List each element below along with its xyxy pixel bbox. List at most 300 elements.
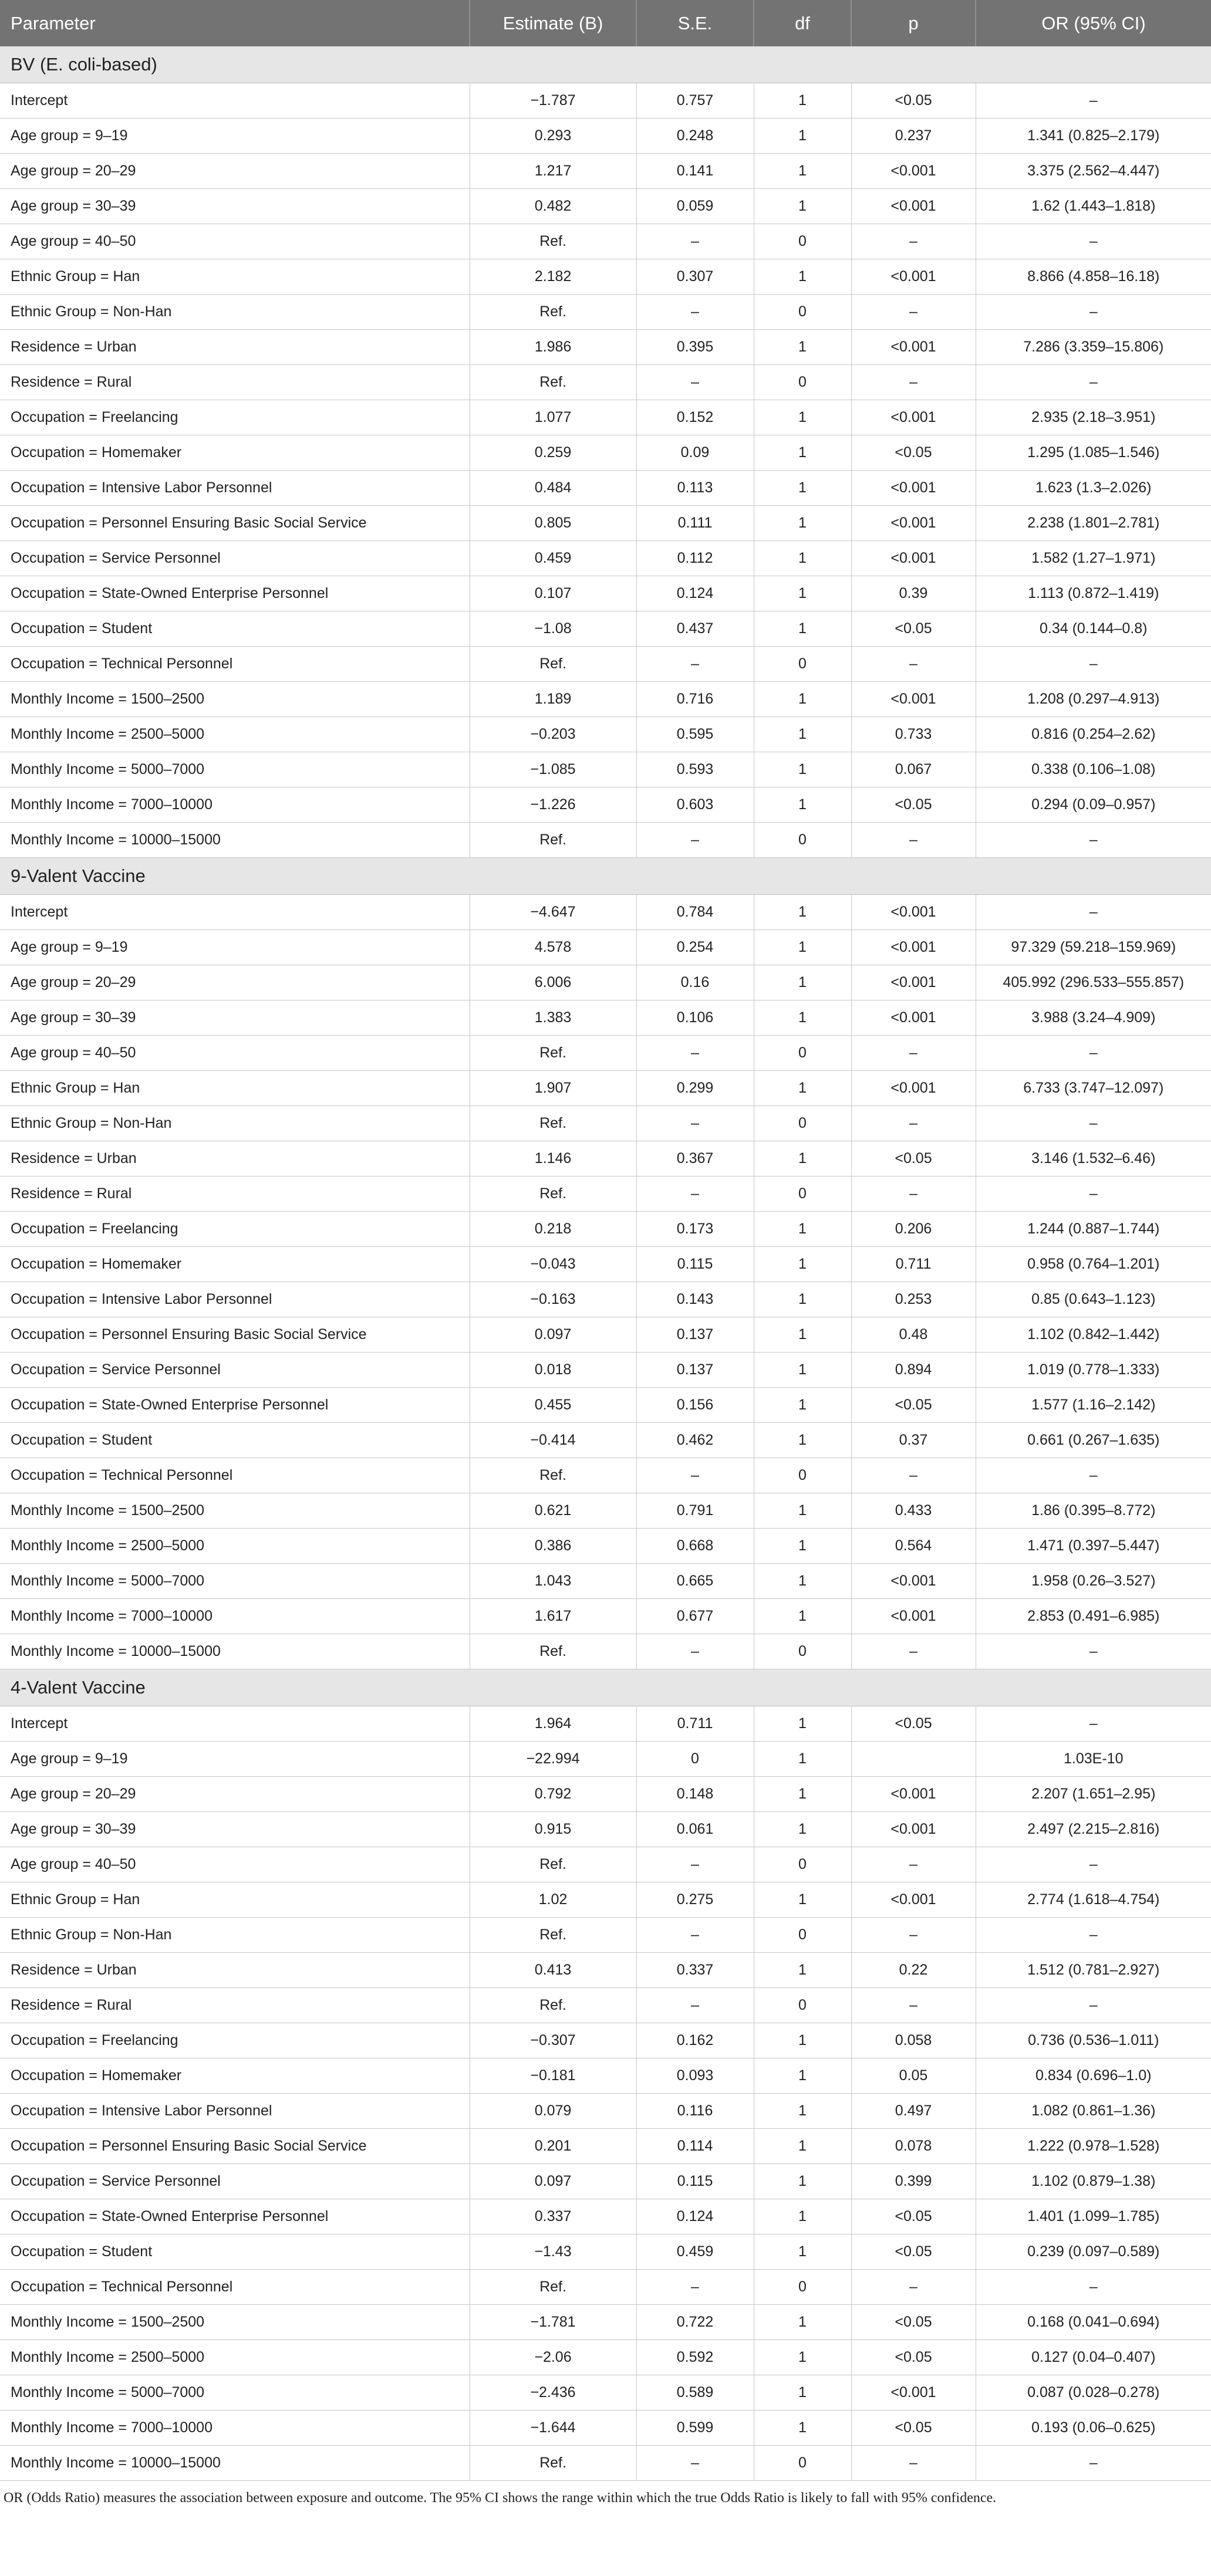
or-ci-cell: – [976,1177,1211,1212]
parameter-cell: Monthly Income = 7000–10000 [0,2411,470,2446]
p-cell: 0.894 [851,1353,976,1388]
df-cell: 1 [754,1000,851,1036]
parameter-cell: Occupation = Personnel Ensuring Basic Social Service [0,1317,470,1353]
df-cell: 1 [754,541,851,576]
parameter-cell: Occupation = Personnel Ensuring Basic Social Service [0,2129,470,2164]
se-cell: 0.116 [636,2094,754,2129]
estimate-cell: Ref. [470,1458,636,1493]
table-row [0,611,1211,647]
parameter-cell: Occupation = Service Personnel [0,541,470,576]
table-row [0,119,1211,154]
table-row [0,647,1211,682]
se-cell: 0.16 [636,965,754,1000]
table-row [0,2058,1211,2094]
df-cell: 1 [754,83,851,119]
parameter-cell: Occupation = Freelancing [0,400,470,435]
estimate-cell: 1.986 [470,330,636,365]
table-row [0,1071,1211,1106]
parameter-cell: Monthly Income = 5000–7000 [0,752,470,787]
df-cell: 1 [754,2375,851,2411]
estimate-cell: 1.907 [470,1071,636,1106]
estimate-cell: Ref. [470,1847,636,1882]
section-title: BV (E. coli-based) [0,46,1211,83]
estimate-cell: 1.146 [470,1141,636,1177]
parameter-cell: Age group = 40–50 [0,1847,470,1882]
header-parameter: Parameter [0,0,470,46]
se-cell: 0.143 [636,1282,754,1317]
estimate-cell: 0.459 [470,541,636,576]
or-ci-cell: 0.834 (0.696–1.0) [976,2058,1211,2094]
p-cell: 0.733 [851,717,976,752]
estimate-cell: Ref. [470,224,636,259]
or-ci-cell: – [976,895,1211,930]
df-cell: 1 [754,2305,851,2340]
se-cell: 0.757 [636,83,754,119]
p-cell: <0.05 [851,2234,976,2270]
or-ci-cell: – [976,365,1211,400]
parameter-cell: Occupation = Homemaker [0,1247,470,1282]
df-cell: 0 [754,365,851,400]
df-cell: 0 [754,1177,851,1212]
or-ci-cell: – [976,1106,1211,1141]
or-ci-cell: – [976,2270,1211,2305]
df-cell: 1 [754,2199,851,2234]
parameter-cell: Age group = 9–19 [0,1742,470,1777]
df-cell: 1 [754,1812,851,1847]
table-row [0,83,1211,119]
table-row [0,259,1211,295]
se-cell: – [636,1106,754,1141]
estimate-cell: Ref. [470,1106,636,1141]
table-row [0,365,1211,400]
estimate-cell: −0.163 [470,1282,636,1317]
p-cell: <0.05 [851,1388,976,1423]
df-cell: 1 [754,1423,851,1458]
df-cell: 1 [754,154,851,189]
p-cell: 0.05 [851,2058,976,2094]
df-cell: 0 [754,1634,851,1669]
or-ci-cell: 2.853 (0.491–6.985) [976,1599,1211,1634]
parameter-cell: Occupation = Service Personnel [0,2164,470,2199]
estimate-cell: 1.043 [470,1564,636,1599]
parameter-cell: Occupation = Intensive Labor Personnel [0,1282,470,1317]
p-cell: 0.711 [851,1247,976,1282]
p-cell: <0.001 [851,259,976,295]
estimate-cell: 0.621 [470,1493,636,1529]
parameter-cell: Intercept [0,1706,470,1742]
estimate-cell: 0.915 [470,1812,636,1847]
estimate-cell: −2.06 [470,2340,636,2375]
parameter-cell: Occupation = Homemaker [0,435,470,471]
p-cell: <0.05 [851,1706,976,1742]
section-header-row [0,1669,1211,1706]
p-cell: <0.001 [851,1812,976,1847]
parameter-cell: Occupation = State-Owned Enterprise Personnel [0,2199,470,2234]
or-ci-cell: 2.497 (2.215–2.816) [976,1812,1211,1847]
p-cell: – [851,365,976,400]
estimate-cell: −4.647 [470,895,636,930]
parameter-cell: Monthly Income = 10000–15000 [0,1634,470,1669]
or-ci-cell: 1.577 (1.16–2.142) [976,1388,1211,1423]
estimate-cell: −0.414 [470,1423,636,1458]
or-ci-cell: 1.62 (1.443–1.818) [976,189,1211,224]
p-cell: 0.237 [851,119,976,154]
or-ci-cell: – [976,1918,1211,1953]
estimate-cell: Ref. [470,1918,636,1953]
p-cell: 0.253 [851,1282,976,1317]
or-ci-cell: – [976,1847,1211,1882]
p-cell: – [851,295,976,330]
df-cell: 1 [754,717,851,752]
se-cell: 0.677 [636,1599,754,1634]
or-ci-cell: 1.623 (1.3–2.026) [976,471,1211,506]
or-ci-cell: 2.774 (1.618–4.754) [976,1882,1211,1918]
table-row [0,1493,1211,1529]
or-ci-cell: 1.471 (0.397–5.447) [976,1529,1211,1564]
p-cell: <0.001 [851,895,976,930]
se-cell: 0.061 [636,1812,754,1847]
df-cell: 1 [754,1777,851,1812]
table-row [0,295,1211,330]
estimate-cell: −0.043 [470,1247,636,1282]
se-cell: 0.462 [636,1423,754,1458]
table-row [0,1317,1211,1353]
se-cell: – [636,1847,754,1882]
parameter-cell: Occupation = Student [0,611,470,647]
table-row [0,2305,1211,2340]
table-row [0,1599,1211,1634]
estimate-cell: 1.964 [470,1706,636,1742]
df-cell: 1 [754,1882,851,1918]
parameter-cell: Age group = 20–29 [0,965,470,1000]
table-row [0,1353,1211,1388]
se-cell: 0.595 [636,717,754,752]
table-row [0,717,1211,752]
df-cell: 1 [754,1493,851,1529]
se-cell: 0.367 [636,1141,754,1177]
p-cell: <0.05 [851,435,976,471]
p-cell [851,1742,976,1777]
parameter-cell: Monthly Income = 1500–2500 [0,682,470,717]
parameter-cell: Monthly Income = 10000–15000 [0,2446,470,2481]
df-cell: 0 [754,2270,851,2305]
estimate-cell: 2.182 [470,259,636,295]
or-ci-cell: – [976,224,1211,259]
p-cell: – [851,1634,976,1669]
estimate-cell: Ref. [470,1634,636,1669]
table-row [0,2375,1211,2411]
df-cell: 1 [754,435,851,471]
estimate-cell: −1.43 [470,2234,636,2270]
table-row [0,1812,1211,1847]
or-ci-cell: 1.86 (0.395–8.772) [976,1493,1211,1529]
section-header-row [0,46,1211,83]
se-cell: 0.668 [636,1529,754,1564]
p-cell: – [851,224,976,259]
or-ci-cell: 3.988 (3.24–4.909) [976,1000,1211,1036]
table-row [0,1742,1211,1777]
or-ci-cell: – [976,295,1211,330]
estimate-cell: −2.436 [470,2375,636,2411]
parameter-cell: Occupation = Technical Personnel [0,1458,470,1493]
parameter-cell: Monthly Income = 5000–7000 [0,1564,470,1599]
table-row [0,1282,1211,1317]
table-row [0,541,1211,576]
parameter-cell: Residence = Urban [0,1141,470,1177]
estimate-cell: Ref. [470,2446,636,2481]
estimate-cell: Ref. [470,1036,636,1071]
p-cell: <0.001 [851,682,976,717]
estimate-cell: 0.792 [470,1777,636,1812]
df-cell: 1 [754,965,851,1000]
parameter-cell: Occupation = Technical Personnel [0,647,470,682]
or-ci-cell: 2.935 (2.18–3.951) [976,400,1211,435]
parameter-cell: Occupation = Freelancing [0,1212,470,1247]
se-cell: 0.711 [636,1706,754,1742]
estimate-cell: −0.203 [470,717,636,752]
p-cell: <0.05 [851,2305,976,2340]
df-cell: 1 [754,1317,851,1353]
df-cell: 1 [754,1953,851,1988]
or-ci-cell: – [976,1458,1211,1493]
table-row [0,895,1211,930]
p-cell: 0.22 [851,1953,976,1988]
or-ci-cell: – [976,83,1211,119]
table-row [0,1036,1211,1071]
estimate-cell: 0.018 [470,1353,636,1388]
parameter-cell: Monthly Income = 1500–2500 [0,2305,470,2340]
df-cell: 1 [754,259,851,295]
table-row [0,752,1211,787]
df-cell: 0 [754,1918,851,1953]
p-cell: <0.001 [851,930,976,965]
df-cell: 0 [754,1036,851,1071]
df-cell: 1 [754,119,851,154]
table-row [0,189,1211,224]
se-cell: 0.114 [636,2129,754,2164]
estimate-cell: −1.787 [470,83,636,119]
parameter-cell: Age group = 30–39 [0,1812,470,1847]
parameter-cell: Occupation = Intensive Labor Personnel [0,2094,470,2129]
parameter-cell: Monthly Income = 10000–15000 [0,823,470,858]
p-cell: – [851,647,976,682]
estimate-cell: −1.781 [470,2305,636,2340]
se-cell: 0.113 [636,471,754,506]
p-cell: – [851,1458,976,1493]
parameter-cell: Residence = Rural [0,365,470,400]
estimate-cell: −1.08 [470,611,636,647]
estimate-cell: 0.455 [470,1388,636,1423]
df-cell: 1 [754,1247,851,1282]
df-cell: 1 [754,1599,851,1634]
header-estimate: Estimate (B) [470,0,636,46]
estimate-cell: 0.413 [470,1953,636,1988]
se-cell: 0.665 [636,1564,754,1599]
se-cell: 0.791 [636,1493,754,1529]
header-df: df [754,0,851,46]
or-ci-cell: 1.958 (0.26–3.527) [976,1564,1211,1599]
se-cell: 0.152 [636,400,754,435]
se-cell: 0.156 [636,1388,754,1423]
parameter-cell: Monthly Income = 7000–10000 [0,1599,470,1634]
section-title: 4-Valent Vaccine [0,1669,1211,1706]
df-cell: 0 [754,2446,851,2481]
se-cell: 0.248 [636,119,754,154]
p-cell: <0.001 [851,541,976,576]
table-row [0,1247,1211,1282]
se-cell: – [636,2270,754,2305]
or-ci-cell: 0.661 (0.267–1.635) [976,1423,1211,1458]
df-cell: 1 [754,189,851,224]
or-ci-cell: 2.238 (1.801–2.781) [976,506,1211,541]
p-cell: – [851,1988,976,2023]
or-ci-cell: 0.127 (0.04–0.407) [976,2340,1211,2375]
or-ci-cell: 1.102 (0.842–1.442) [976,1317,1211,1353]
se-cell: – [636,365,754,400]
table-row [0,1212,1211,1247]
table-row [0,2340,1211,2375]
parameter-cell: Occupation = Student [0,2234,470,2270]
or-ci-cell: 0.85 (0.643–1.123) [976,1282,1211,1317]
or-ci-cell: 1.208 (0.297–4.913) [976,682,1211,717]
p-cell: – [851,1036,976,1071]
se-cell: 0.589 [636,2375,754,2411]
parameter-cell: Age group = 40–50 [0,224,470,259]
or-ci-cell: – [976,823,1211,858]
estimate-cell: −1.226 [470,787,636,823]
table-row [0,965,1211,1000]
df-cell: 1 [754,1388,851,1423]
p-cell: 0.497 [851,2094,976,2129]
parameter-cell: Age group = 30–39 [0,189,470,224]
se-cell: 0.395 [636,330,754,365]
table-row [0,2023,1211,2058]
p-cell: 0.433 [851,1493,976,1529]
se-cell: 0.112 [636,541,754,576]
estimate-cell: Ref. [470,1177,636,1212]
se-cell: 0.275 [636,1882,754,1918]
table-row [0,1106,1211,1141]
p-cell: 0.39 [851,576,976,611]
parameter-cell: Ethnic Group = Han [0,1071,470,1106]
table-row [0,154,1211,189]
se-cell: – [636,1036,754,1071]
p-cell: <0.05 [851,787,976,823]
df-cell: 1 [754,2094,851,2129]
se-cell: 0 [636,1742,754,1777]
or-ci-cell: 0.736 (0.536–1.011) [976,2023,1211,2058]
parameter-cell: Intercept [0,83,470,119]
or-ci-cell: 1.082 (0.861–1.36) [976,2094,1211,2129]
parameter-cell: Monthly Income = 5000–7000 [0,2375,470,2411]
table-row [0,1388,1211,1423]
parameter-cell: Ethnic Group = Non-Han [0,1918,470,1953]
estimate-cell: 1.189 [470,682,636,717]
p-cell: <0.05 [851,611,976,647]
df-cell: 0 [754,224,851,259]
se-cell: 0.059 [636,189,754,224]
table-row [0,576,1211,611]
df-cell: 0 [754,1106,851,1141]
or-ci-cell: 1.295 (1.085–1.546) [976,435,1211,471]
table-row [0,1000,1211,1036]
estimate-cell: 1.217 [470,154,636,189]
or-ci-cell: – [976,2446,1211,2481]
header-or-ci: OR (95% CI) [976,0,1211,46]
table-row [0,1706,1211,1742]
estimate-cell: −0.307 [470,2023,636,2058]
se-cell: 0.593 [636,752,754,787]
p-cell: – [851,1847,976,1882]
section-title: 9-Valent Vaccine [0,858,1211,895]
se-cell: 0.137 [636,1353,754,1388]
table-row [0,400,1211,435]
or-ci-cell: 0.168 (0.041–0.694) [976,2305,1211,2340]
parameter-cell: Occupation = Freelancing [0,2023,470,2058]
estimate-cell: Ref. [470,365,636,400]
df-cell: 1 [754,611,851,647]
df-cell: 1 [754,471,851,506]
or-ci-cell: 0.816 (0.254–2.62) [976,717,1211,752]
p-cell: 0.067 [851,752,976,787]
parameter-cell: Occupation = Personnel Ensuring Basic Social Service [0,506,470,541]
table-row [0,2164,1211,2199]
table-row [0,1564,1211,1599]
table-row [0,1634,1211,1669]
se-cell: 0.137 [636,1317,754,1353]
parameter-cell: Occupation = State-Owned Enterprise Personnel [0,1388,470,1423]
estimate-cell: 0.259 [470,435,636,471]
or-ci-cell: – [976,1634,1211,1669]
df-cell: 1 [754,787,851,823]
parameter-cell: Occupation = Student [0,1423,470,1458]
p-cell: <0.001 [851,1777,976,1812]
header-se: S.E. [636,0,754,46]
se-cell: 0.111 [636,506,754,541]
table-row [0,1777,1211,1812]
or-ci-cell: 1.582 (1.27–1.971) [976,541,1211,576]
estimate-cell: 0.097 [470,2164,636,2199]
estimate-cell: 1.617 [470,1599,636,1634]
estimate-cell: 4.578 [470,930,636,965]
df-cell: 1 [754,682,851,717]
or-ci-cell: 0.087 (0.028–0.278) [976,2375,1211,2411]
p-cell: <0.001 [851,189,976,224]
estimate-cell: 1.02 [470,1882,636,1918]
table-row [0,2270,1211,2305]
df-cell: 1 [754,930,851,965]
se-cell: 0.124 [636,576,754,611]
estimate-cell: −1.644 [470,2411,636,2446]
or-ci-cell: 0.193 (0.06–0.625) [976,2411,1211,2446]
or-ci-cell: 3.146 (1.532–6.46) [976,1141,1211,1177]
p-cell: <0.001 [851,400,976,435]
p-cell: <0.001 [851,154,976,189]
df-cell: 1 [754,2411,851,2446]
table-row [0,787,1211,823]
df-cell: 1 [754,1353,851,1388]
table-row [0,1458,1211,1493]
se-cell: 0.173 [636,1212,754,1247]
df-cell: 1 [754,1141,851,1177]
table-footnote: OR (Odds Ratio) measures the association between exposure and outcome. The 95% CI shows the range within which the true Odds Ratio is likely to fall with 95% confidence. [4,2490,997,2506]
se-cell: 0.603 [636,787,754,823]
estimate-cell: 0.386 [470,1529,636,1564]
table-row [0,2199,1211,2234]
table-row [0,930,1211,965]
p-cell: <0.001 [851,1071,976,1106]
parameter-cell: Residence = Rural [0,1988,470,2023]
